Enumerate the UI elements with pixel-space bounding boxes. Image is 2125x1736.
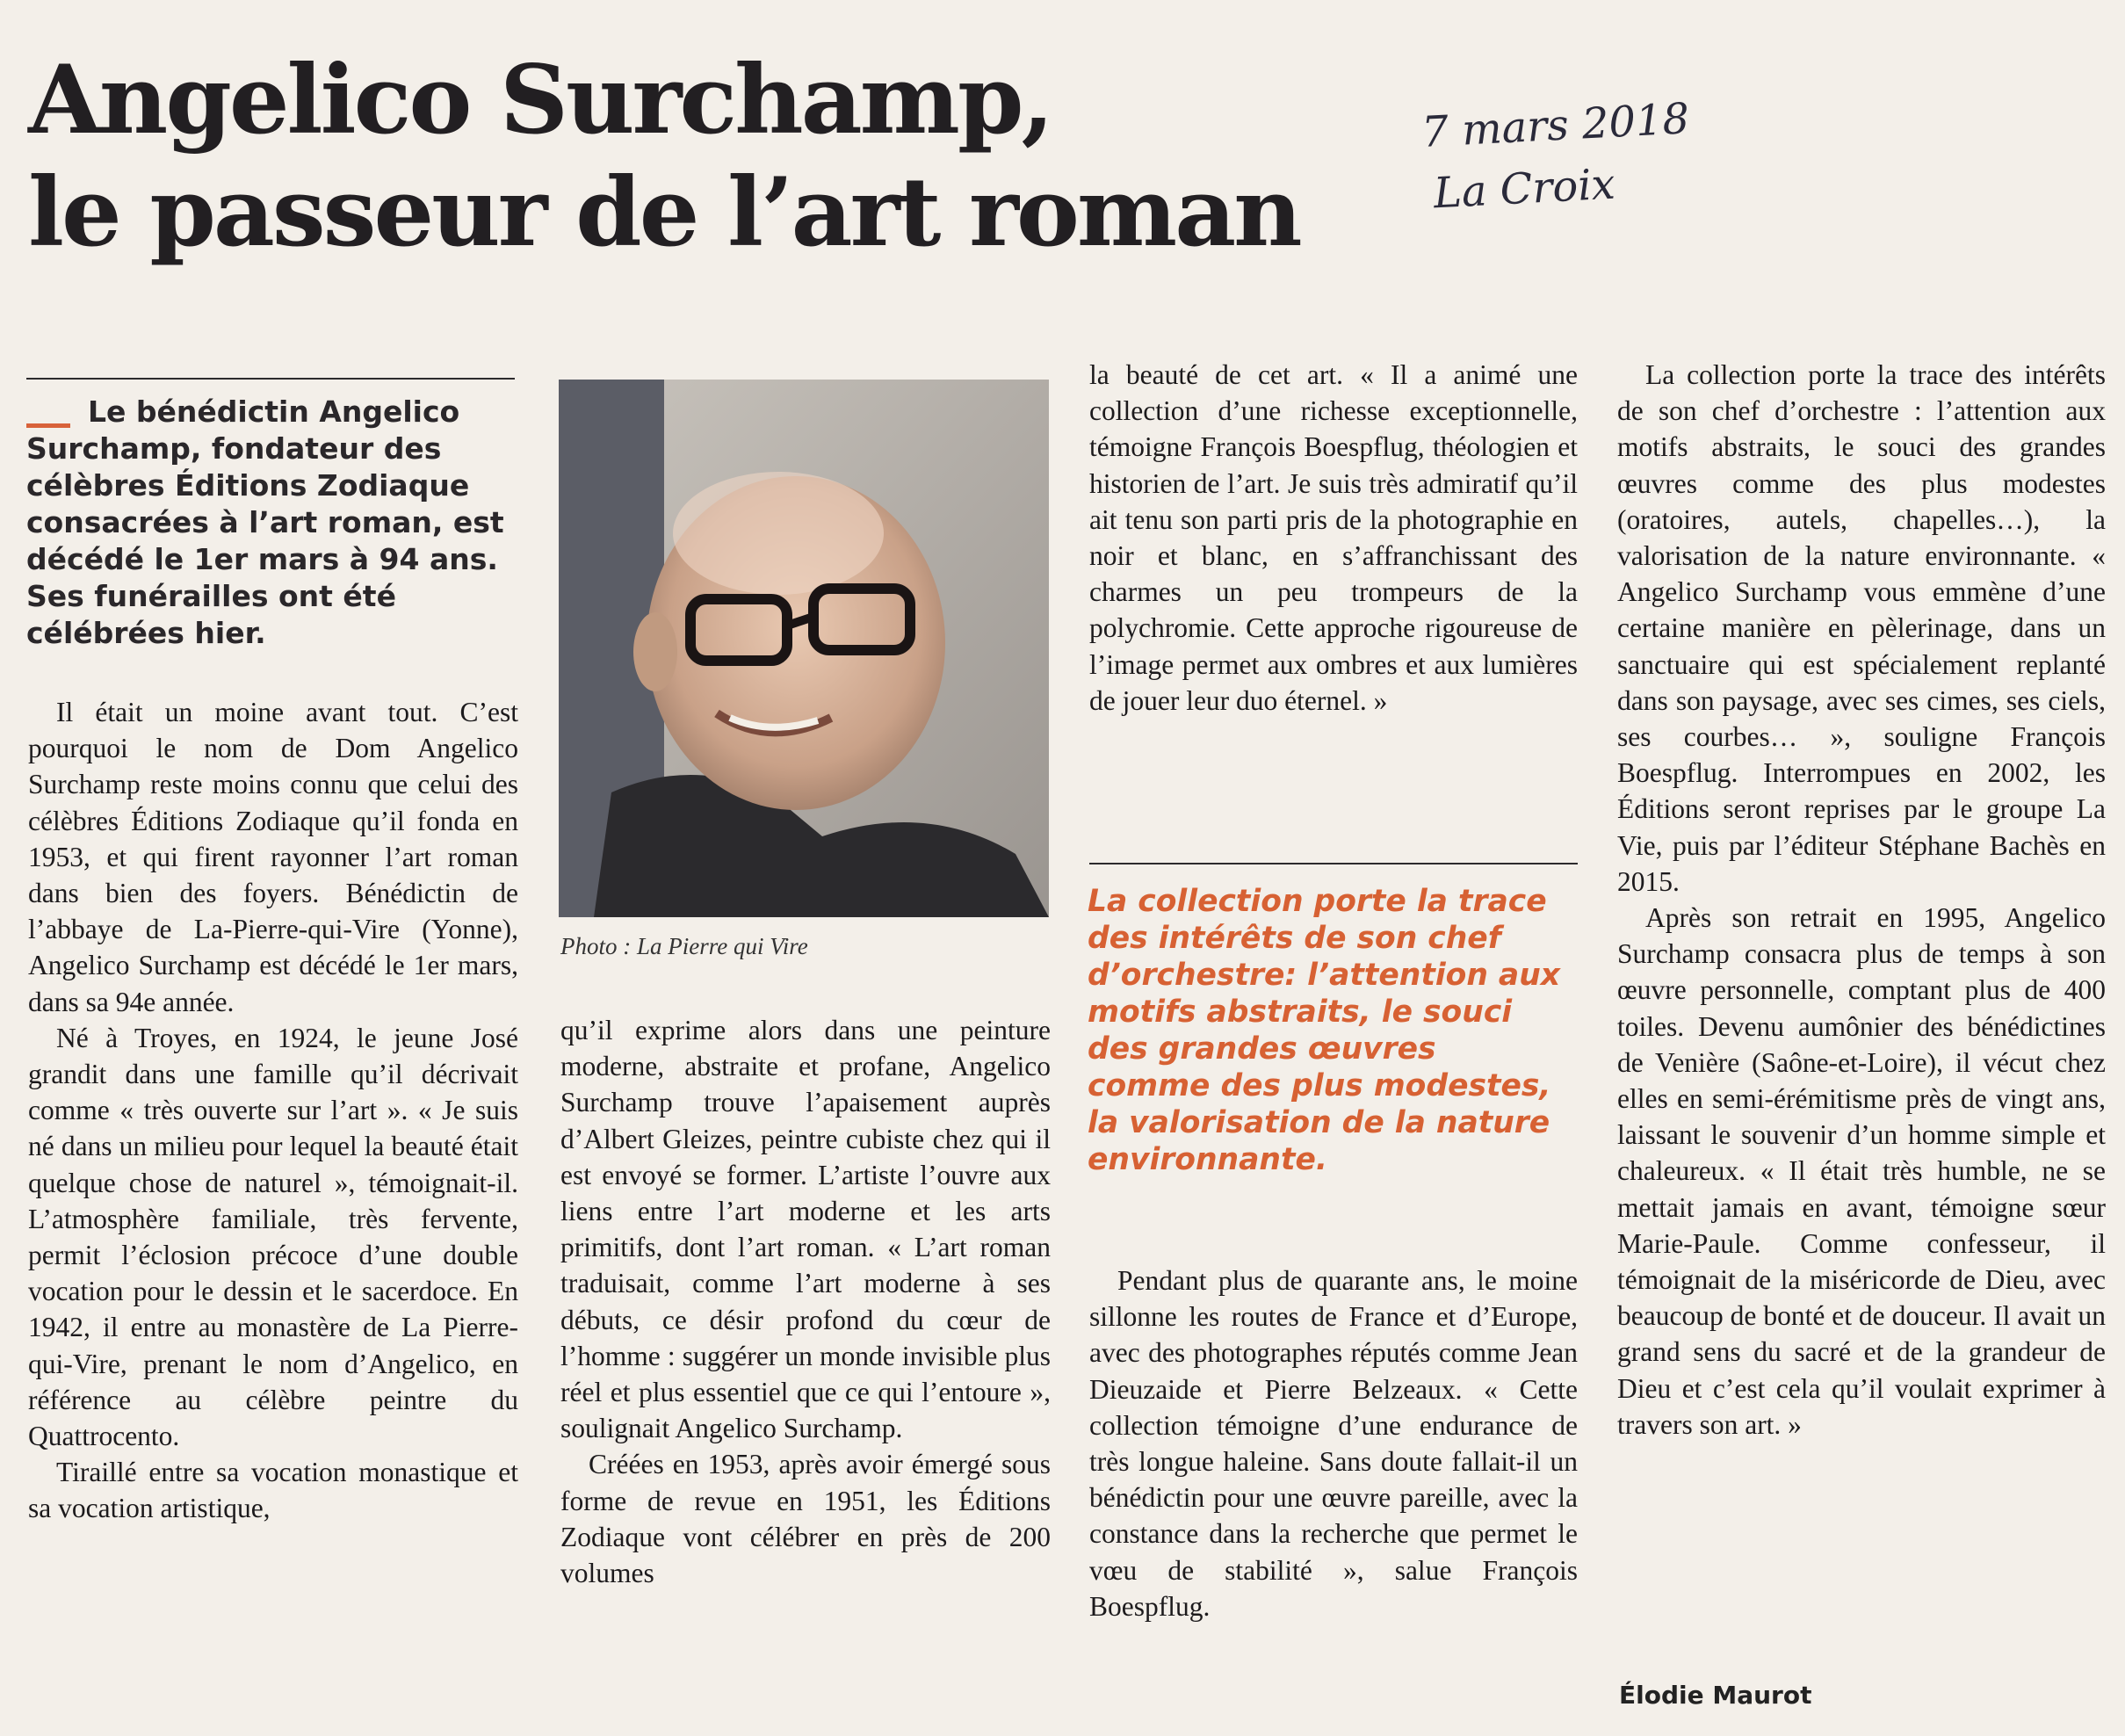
headline (28, 44, 1302, 269)
column-2 (560, 1012, 1051, 1591)
col4-paragraph-1: La collection porte la trace des intérêts de son chef d’orchestre : l’attention aux motifs abstraits, le souci des grandes œuvres comme des plus modestes (oratoires, autels, chapelles…), la valorisation de la nature environnante. « Angelico Surchamp vous emmène d’une certaine manière en pèlerinage, dans un sanctuaire qui est spécialement replanté dans son paysage, avec ses cimes, ses ciels, ses courbes… », souligne François Boespflug. Interrompues en 2002, les Éditions seront reprises par le groupe La Vie, puis par l’éditeur Stéphane Bachès en 2015. (1617, 359, 2106, 897)
pull-quote-rule (1089, 863, 1578, 864)
photo-caption: Photo : La Pierre qui Vire (560, 933, 808, 959)
pull-quote: La collection porte la trace des intérêts de son chef d’orchestre: l’attention aux motifs abstraits, le souci des grandes œuvres comme des plus modestes, la valorisation de la nature environnante. (1088, 884, 1561, 1177)
col3-paragraph-1: la beauté de cet art. « Il a animé une collection d’une richesse exceptionnelle, témoigne François Boespflug, théologien et historien de l’art. Je suis très admiratif qu’il ait tenu son parti pris de la photographie en noir et blanc, en s’affranchissant des charmes un peu trompeurs de la polychromie. Cette approche rigoureuse de l’image permet aux ombres et aux lumières de jouer leur duo éternel. » (1089, 359, 1578, 716)
col3-paragraph-2: Pendant plus de quarante ans, le moine sillonne les routes de France et d’Europe, avec des photographes réputés comme Jean Dieuzaide et Pierre Belzeaux. « Cette collection témoigne d’une endurance de très longue haleine. Sans doute fallait-il un bénédictin pour une œuvre pareille, avec la constance dans la recherche que permet le vœu de stabilité », salue François Boespflug. (1089, 1265, 1578, 1622)
col1-paragraph-2: Né à Troyes, en 1924, le jeune José grandit dans une famille qu’il décrivait comme « très ouverte sur l’art ». « Je suis né dans un milieu pour lequel la beauté était quelque chose de naturel », témoignait-il. L’atmosphère familiale, très fervente, permit l’éclosion précoce d’une double vocation pour le dessin et le sacerdoce. En 1942, il entre au monastère de La Pierre-qui-Vire, prenant le nom d’Angelico, en référence au célèbre peintre du Quattrocento. (28, 1022, 518, 1452)
column-1 (28, 694, 518, 1527)
col1-paragraph-3: Tiraillé entre sa vocation monastique et sa vocation artistique, (28, 1457, 518, 1524)
handwritten-date: 7 mars 2018 (1420, 94, 1691, 157)
portrait-image (559, 380, 1049, 917)
author-signature: Élodie Maurot (1619, 1681, 1812, 1710)
portrait-photo (559, 380, 1049, 917)
column-4 (1617, 357, 2106, 1443)
lead-text: Le bénédictin Angelico Surchamp, fondateur des célèbres Éditions Zodiaque consacrées à l’art roman, est décédé le 1er mars à 94 ans. Ses funérailles ont été célébrées hier. (26, 394, 504, 650)
column-3-top (1089, 357, 1578, 719)
headline-line-1: Angelico Surchamp, (28, 45, 1052, 156)
headline-line-2: le passeur de l’art roman (28, 157, 1300, 268)
handwritten-note (1420, 88, 1695, 225)
col2-paragraph-1: qu’il exprime alors dans une peinture moderne, abstraite et profane, Angelico Surchamp trouve l’apaisement auprès d’Albert Gleizes, peintre cubiste chez qui il est envoyé se former. L’artiste l’ouvre aux liens entre l’art moderne et les arts primitifs, dont l’art roman. « L’art roman traduisait, comme l’art moderne à ses débuts, ce désir profond du cœur de l’homme : suggérer un monde invisible plus réel et plus essentiel que ce qui l’entoure », soulignait Angelico Surchamp. (560, 1015, 1051, 1444)
col1-paragraph-1: Il était un moine avant tout. C’est pourquoi le nom de Dom Angelico Surchamp reste moins connu que celui des célèbres Éditions Zodiaque qu’il fonda en 1953, et qui firent rayonner l’art roman dans bien des foyers. Bénédictin de l’abbaye de La-Pierre-qui-Vire (Yonne), Angelico Surchamp est décédé le 1er mars, dans sa 94e année. (28, 697, 518, 1017)
col2-paragraph-2: Créées en 1953, après avoir émergé sous forme de revue en 1951, les Éditions Zodiaque vont célébrer en près de 200 volumes (560, 1449, 1051, 1589)
column-3-bottom (1089, 1262, 1578, 1624)
lead-paragraph (26, 394, 518, 652)
lead-top-rule (26, 378, 515, 380)
col4-paragraph-2: Après son retrait en 1995, Angelico Surchamp consacra plus de temps à son œuvre personnelle, comptant plus de 400 toiles. Devenu aumônier des bénédictines de Venière (Saône-et-Loire), il vécut chez elles en semi-érémitisme près de vingt ans, laissant le souvenir d’un homme simple et chaleureux. « Il était très humble, ne se mettait jamais en avant, témoigne sœur Marie-Paule. Comme confesseur, il témoignait de la miséricorde de Dieu, avec beaucoup de bonté et de douceur. Il avait un grand sens du sacré et de la grandeur de Dieu et c’est cela qu’il voulait exprimer à travers son art. » (1617, 902, 2106, 1440)
handwritten-source: La Croix (1432, 159, 1616, 219)
